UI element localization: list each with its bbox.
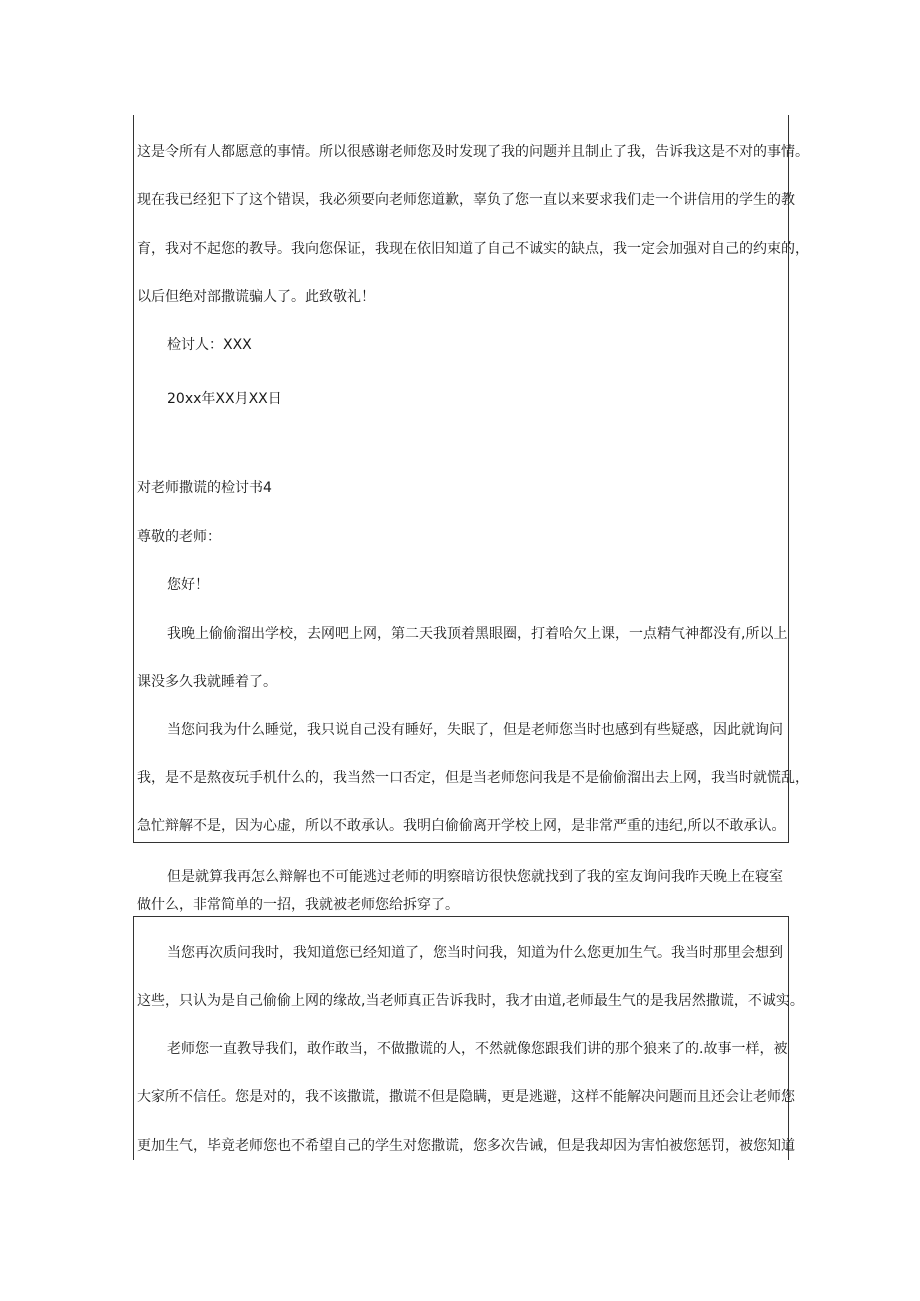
paragraph-line: 这些，只认为是自己偷偷上网的缘故,当老师真正告诉我时，我才由道,老师最生气的是我居然撒谎，不诚实。 — [137, 993, 804, 1009]
greeting: 您好！ — [167, 577, 209, 593]
paragraph-line: 当您再次质问我时，我知道您已经知道了，您当时问我，知道为什么您更加生气。我当时那里会想到 — [167, 945, 783, 961]
paragraph-line: 大家所不信任。您是对的，我不该撒谎，撒谎不但是隐瞒，更是逃避，这样不能解决问题而且还会让老师您 — [137, 1089, 795, 1105]
paragraph-line: 育，我对不起您的教导。我向您保证，我现在依旧知道了自己不诚实的缺点，我一定会加强对自己的约束的， — [137, 241, 809, 257]
paragraph-line: 我晚上偷偷溜出学校，去网吧上网，第二天我顶着黑眼圈，打着哈欠上课，一点精气神都没有,所以上 — [167, 626, 788, 642]
paragraph-line: 但是就算我再怎么辩解也不可能逃过老师的明察暗访很快您就找到了我的室友询问我昨天晚上在寝室 — [167, 869, 783, 885]
paragraph-line: 当您问我为什么睡觉，我只说自己没有睡好，失眠了，但是老师您当时也感到有些疑惑，因此就询问 — [167, 722, 783, 738]
signer-line: 检讨人：XXX — [167, 337, 252, 353]
paragraph-line: 更加生气，毕竟老师您也不希望自己的学生对您撒谎，您多次告诫，但是我却因为害怕被您惩罚，被您知道 — [137, 1138, 795, 1154]
paragraph-line: 急忙辩解不是，因为心虚，所以不敢承认。我明白偷偷离开学校上网，是非常严重的违纪,所以不敢承认。 — [137, 818, 786, 834]
date-line: 20xx年XX月XX日 — [167, 391, 282, 407]
section-title: 对老师撒谎的检讨书4 — [137, 480, 272, 496]
salutation: 尊敬的老师： — [137, 529, 221, 545]
paragraph-line: 我，是不是熬夜玩手机什么的，我当然一口否定，但是当老师您问我是不是偷偷溜出去上网，我当时就慌乱， — [137, 770, 809, 786]
paragraph-line: 老师您一直教导我们，敢作敢当，不做撒谎的人，不然就像您跟我们讲的那个狼来了的.故事一样，被 — [167, 1041, 788, 1057]
paragraph-line: 以后但绝对部撒谎骗人了。此致敬礼！ — [137, 289, 375, 305]
paragraph-line: 课没多久我就睡着了。 — [137, 674, 277, 690]
paragraph-line: 现在我已经犯下了这个错误，我必须要向老师您道歉，辜负了您一直以来要求我们走一个讲信用的学生的教 — [137, 192, 795, 208]
paragraph-line: 这是令所有人都愿意的事情。所以很感谢老师您及时发现了我的问题并且制止了我，告诉我这是不对的事情。 — [137, 144, 809, 160]
paragraph-line: 做什么，非常简单的一招，我就被老师您给拆穿了。 — [137, 897, 459, 913]
